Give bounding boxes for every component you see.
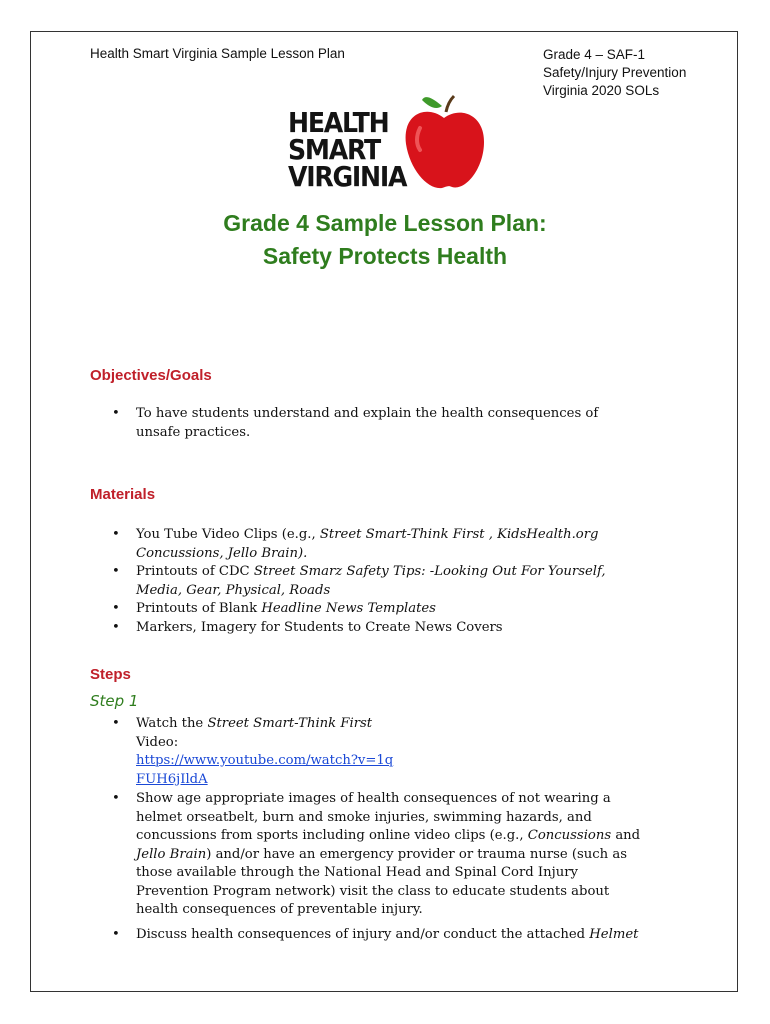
list-item: • Watch the Street Smart-Think First Video: https://www.youtube.com/watch?v=1q FUH6jIldA (112, 716, 394, 787)
step1-list-details (112, 790, 651, 944)
bullet-icon: • (112, 601, 120, 616)
lesson-title-line2: Safety Protects Health (262, 243, 508, 269)
bullet-icon: • (112, 619, 120, 635)
logo-line-virginia: VIRGINIA (288, 160, 407, 193)
header-right-block (543, 46, 686, 100)
logo-wordmark (288, 106, 407, 193)
bullet-icon: • (112, 716, 120, 731)
materials-list (112, 526, 636, 637)
list-item: • Markers, Imagery for Students to Create News Covers (136, 619, 636, 638)
youtube-video-link[interactable]: https://www.youtube.com/watch?v=1q (136, 753, 394, 768)
logo-line-health: HEALTH (288, 106, 389, 139)
list-item: • To have students understand and explain the health consequences of unsafe practices. (112, 406, 599, 440)
health-smart-virginia-logo (288, 92, 488, 196)
header-left-title: Health Smart Virginia Sample Lesson Plan (90, 46, 345, 61)
steps-heading: Steps (90, 666, 131, 683)
step-1-label: Step 1 (90, 692, 139, 710)
header-topic: Safety/Injury Prevention (543, 65, 687, 80)
header-grade: Grade 4 – SAF-1 (543, 47, 646, 62)
list-item: • Show age appropriate images of health consequences of not wearing a helmet orseatbelt, burn and smoke injuries, swimming hazards, and concussions from sports including online video clips (e.g., Concussions and Jello Brain) and/or have an emergency provider or trauma nurse (such as those available through the National Head and Spinal Cord Injury Prevention Program network) visit the class to educate students about health consequences of preventable injury. (112, 791, 641, 917)
lesson-title-line1: Grade 4 Sample Lesson Plan: (223, 210, 547, 236)
bullet-icon: • (112, 406, 120, 421)
step1-list-watch (112, 715, 398, 789)
logo-line-smart: SMART (288, 133, 380, 166)
list-item: • You Tube Video Clips (e.g., Street Smart-Think First , KidsHealth.org Concussions, Jello Brain). (112, 527, 599, 561)
bullet-icon: • (112, 926, 120, 942)
objectives-heading: Objectives/Goals (90, 367, 212, 384)
objectives-list (112, 405, 636, 442)
list-item: • Discuss health consequences of injury and/or conduct the attached Helmet (136, 926, 651, 945)
youtube-video-link-cont[interactable]: FUH6jIldA (136, 771, 208, 787)
list-item: • Printouts of Blank Headline News Templates (136, 600, 636, 619)
bullet-icon: • (112, 527, 120, 542)
materials-heading: Materials (90, 486, 156, 503)
bullet-icon: • (112, 564, 120, 579)
header-sols: Virginia 2020 SOLs (543, 83, 660, 98)
apple-icon (396, 92, 488, 192)
bullet-icon: • (112, 791, 120, 806)
list-item: • Printouts of CDC Street Smarz Safety Tips: -Looking Out For Yourself, Media, Gear, Physical, Roads (112, 564, 606, 598)
